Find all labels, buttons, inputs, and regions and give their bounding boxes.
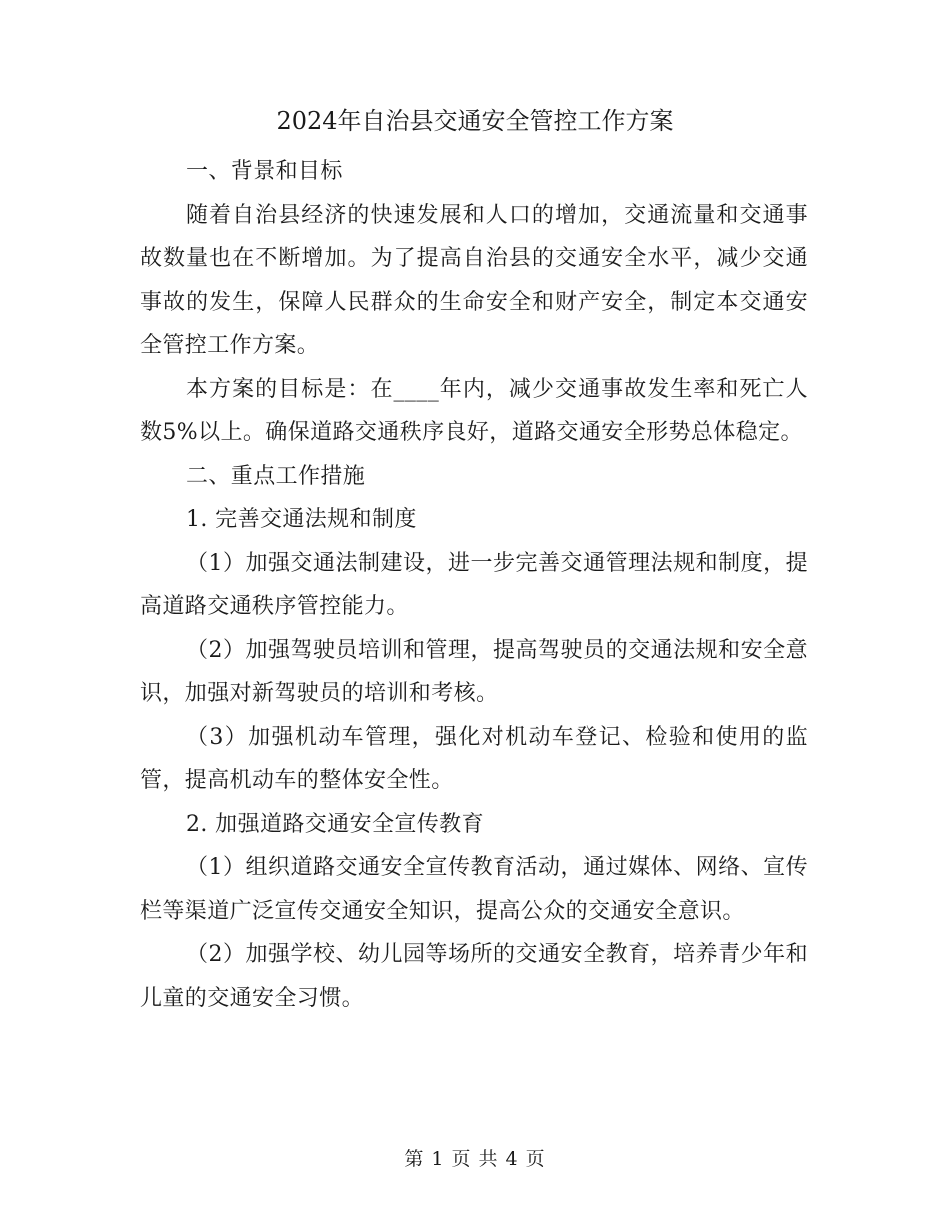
- document-body: [140, 150, 808, 1020]
- list-item-education-2: （2）加强学校、幼儿园等场所的交通安全教育，培养青少年和儿童的交通安全习惯。: [140, 942, 808, 1011]
- list-item-regulations-3: （3）加强机动车管理，强化对机动车登记、检验和使用的监管，提高机动车的整体安全性。: [140, 724, 808, 793]
- paragraph-goal: 本方案的目标是：在____年内，减少交通事故发生率和死亡人数5%以上。确保道路交通秩序良好，道路交通安全形势总体稳定。: [140, 376, 808, 445]
- section-heading-background: 一、背景和目标: [186, 159, 343, 184]
- list-item-education-1: （1）组织道路交通安全宣传教育活动，通过媒体、网络、宣传栏等渠道广泛宣传交通安全知识，提高公众的交通安全意识。: [140, 855, 808, 924]
- page-footer: 第 1 页 共 4 页: [404, 1148, 546, 1170]
- list-item-regulations-2: （2）加强驾驶员培训和管理，提高驾驶员的交通法规和安全意识，加强对新驾驶员的培训和考核。: [140, 637, 808, 706]
- list-item-regulations-1: （1）加强交通法制建设，进一步完善交通管理法规和制度，提高道路交通秩序管控能力。: [140, 550, 808, 619]
- subsection-heading-education: 2. 加强道路交通安全宣传教育: [186, 811, 484, 837]
- document-title: 2024年自治县交通安全管控工作方案: [276, 107, 674, 135]
- paragraph-background: 随着自治县经济的快速发展和人口的增加，交通流量和交通事故数量也在不断增加。为了提高自治县的交通安全水平，减少交通事故的发生，保障人民群众的生命安全和财产安全，制定本交通安全管控工作方案。: [140, 202, 808, 358]
- section-heading-measures: 二、重点工作措施: [186, 463, 366, 489]
- subsection-heading-regulations: 1. 完善交通法规和制度: [186, 507, 417, 532]
